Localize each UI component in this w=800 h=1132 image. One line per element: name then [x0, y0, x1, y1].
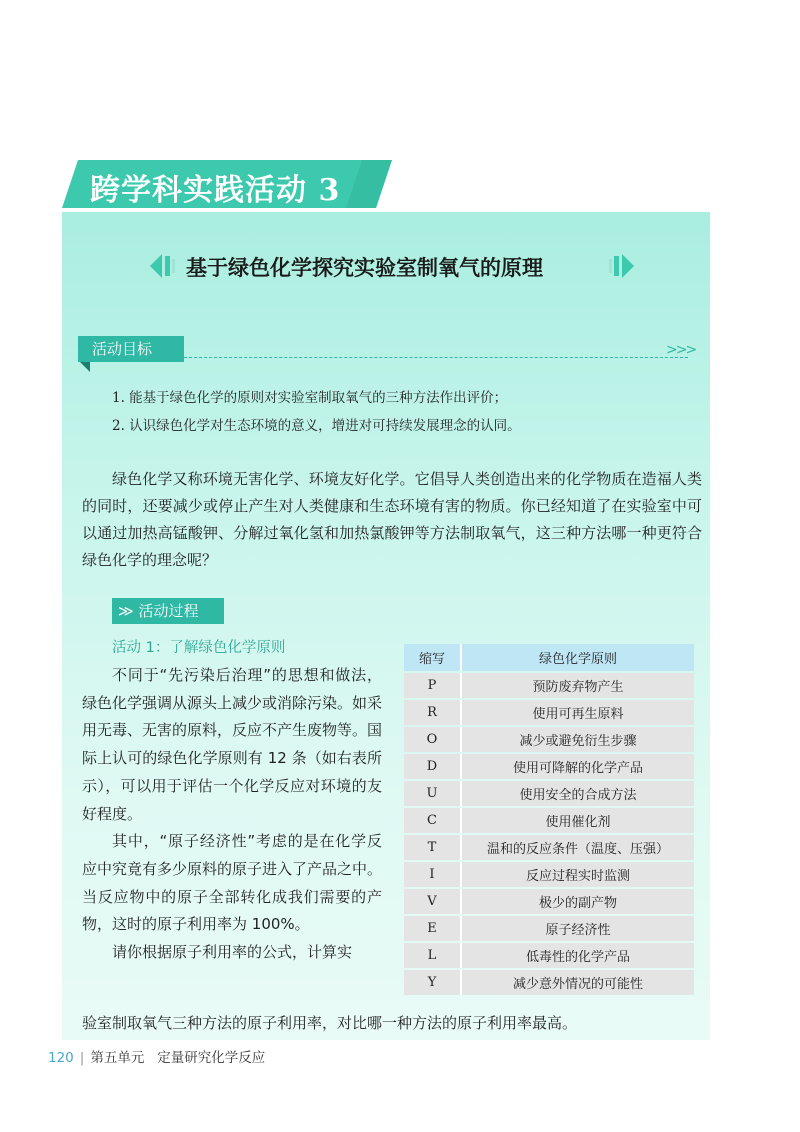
- column-header-principle: 绿色化学原则: [462, 644, 694, 671]
- body-paragraph: 请你根据原子利用率的公式，计算实: [112, 943, 353, 962]
- cell-principle: 减少意外情况的可能性: [462, 970, 694, 995]
- cell-principle: 极少的副产物: [462, 889, 694, 914]
- cell-principle: 使用可降解的化学产品: [462, 754, 694, 779]
- process-header: [112, 598, 224, 624]
- table-row: [404, 808, 694, 833]
- table-row: [404, 835, 694, 860]
- cell-abbr: C: [404, 808, 462, 833]
- process-label: 活动过程: [138, 602, 199, 620]
- cell-principle: 原子经济性: [462, 916, 694, 941]
- cell-abbr: V: [404, 889, 462, 914]
- goal-item: 2. 认识绿色化学对生态环境的意义，增进对可持续发展理念的认同。: [112, 418, 521, 434]
- subtitle-text: 基于绿色化学探究实验室制氧气的原理: [186, 256, 543, 280]
- double-chevron-right-icon: ≫: [118, 602, 134, 620]
- cell-abbr: E: [404, 916, 462, 941]
- table-row: [404, 781, 694, 806]
- cell-abbr: L: [404, 943, 462, 968]
- goal-item: 1. 能基于绿色化学的原则对实验室制取氧气的三种方法作出评价；: [112, 390, 508, 406]
- table-row: [404, 727, 694, 752]
- goals-label: 活动目标: [78, 336, 184, 362]
- cell-principle: 减少或避免衍生步骤: [462, 727, 694, 752]
- body-paragraph: 其中，“原子经济性”考虑的是在化学反应中究竟有多少原料的原子进入了产品之中。当反应物中的原子全部转化成我们需要的产物，这时的原子利用率为 100%。: [82, 832, 383, 934]
- body-last-line: 验室制取氧气三种方法的原子利用率，对比哪一种方法的原子利用率最高。: [82, 1014, 578, 1032]
- intro-text: 绿色化学又称环境无害化学、环境友好化学。它倡导人类创造出来的化学物质在造福人类的同时，还要减少或停止产生对人类健康和生态环境有害的物质。你已经知道了在实验室中可以通过加热高锰酸钾、分解过氧化氢和加热氯酸钾等方法制取氧气，这三种方法哪一种更符合绿色化学的理念呢？: [82, 470, 702, 569]
- cell-abbr: P: [404, 673, 462, 698]
- cell-abbr: U: [404, 781, 462, 806]
- unit-title: 定量研究化学反应: [157, 1050, 266, 1066]
- green-chemistry-table: [404, 642, 694, 997]
- cell-principle: 使用安全的合成方法: [462, 781, 694, 806]
- intro-paragraph: [82, 466, 702, 574]
- table-row: [404, 889, 694, 914]
- activity1-body: [82, 662, 382, 967]
- cell-abbr: T: [404, 835, 462, 860]
- right-arrow-icon: [606, 254, 634, 278]
- goals-label-fold: [80, 362, 90, 372]
- section-subtitle: [150, 248, 630, 284]
- cell-abbr: O: [404, 727, 462, 752]
- unit-label: 第五单元: [90, 1050, 145, 1066]
- table-header-row: [404, 644, 694, 671]
- activity1-title: 活动 1：了解绿色化学原则: [112, 640, 286, 656]
- cell-principle: 使用催化剂: [462, 808, 694, 833]
- page-number: 120: [48, 1050, 74, 1066]
- table-row: [404, 916, 694, 941]
- cell-principle: 温和的反应条件（温度、压强）: [462, 835, 694, 860]
- left-arrow-icon: [150, 254, 178, 278]
- goals-list: [112, 384, 521, 440]
- goals-header: [78, 336, 696, 364]
- cell-abbr: Y: [404, 970, 462, 995]
- table-row: [404, 754, 694, 779]
- page-footer: [48, 1046, 265, 1066]
- table-row: [404, 862, 694, 887]
- cell-abbr: I: [404, 862, 462, 887]
- footer-separator: |: [79, 1050, 85, 1066]
- triple-chevron-icon: >>>: [666, 342, 696, 358]
- table-row: [404, 970, 694, 995]
- cell-principle: 预防废弃物产生: [462, 673, 694, 698]
- cell-principle: 使用可再生原料: [462, 700, 694, 725]
- column-header-abbr: 缩写: [404, 644, 462, 671]
- goals-divider: [184, 357, 688, 359]
- table-row: [404, 673, 694, 698]
- cell-principle: 低毒性的化学产品: [462, 943, 694, 968]
- cell-abbr: R: [404, 700, 462, 725]
- body-paragraph: 不同于“先污染后治理”的思想和做法，绿色化学强调从源头上减少或消除污染。如采用无毒、无害的原料，反应不产生废物等。国际上认可的绿色化学原则有 12 条（如右表所示），可以用于评估一个化学反应对环境的友好程度。: [82, 666, 383, 823]
- cell-abbr: D: [404, 754, 462, 779]
- cell-principle: 反应过程实时监测: [462, 862, 694, 887]
- activity-banner: [62, 160, 392, 208]
- table-row: [404, 700, 694, 725]
- banner-title: 跨学科实践活动 3: [90, 173, 341, 208]
- table-row: [404, 943, 694, 968]
